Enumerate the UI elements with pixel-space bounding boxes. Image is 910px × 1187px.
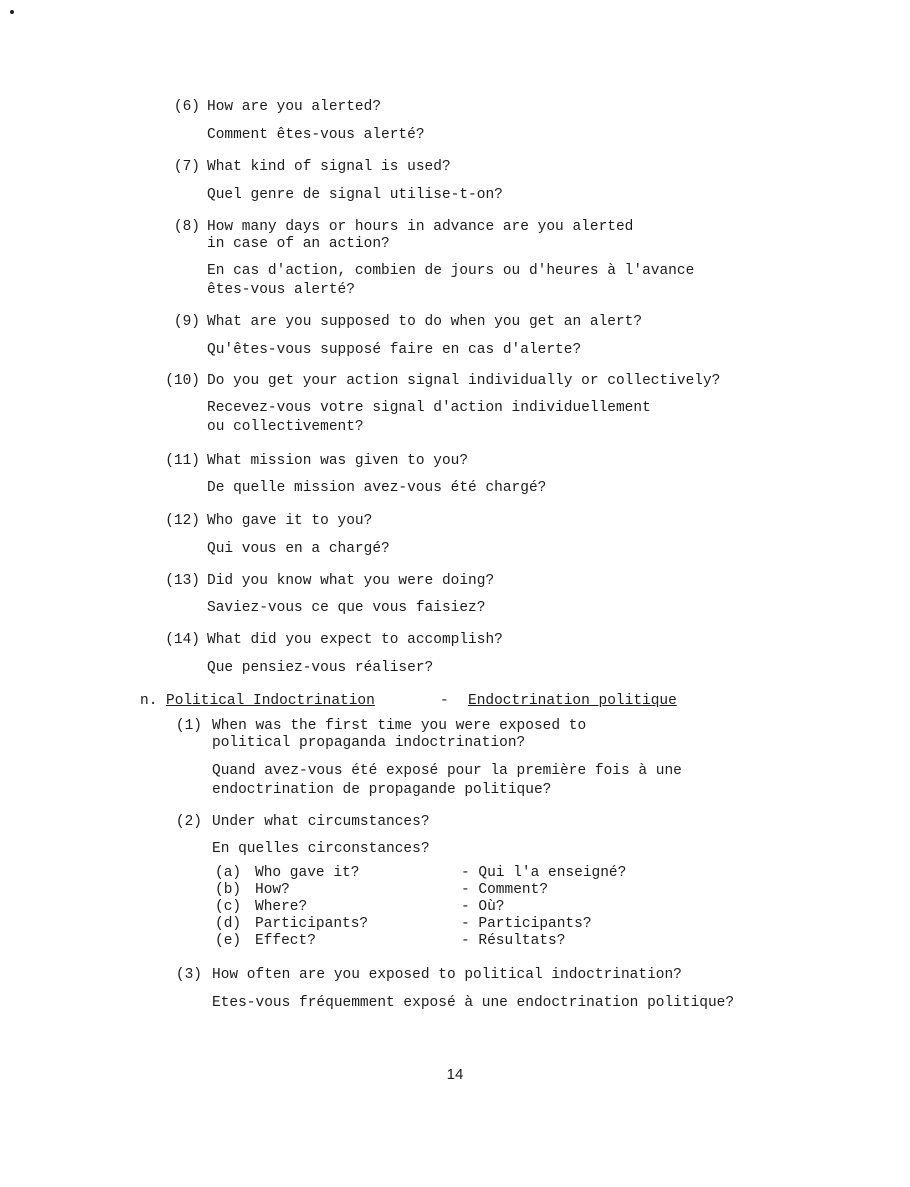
- question-english: What are you supposed to do when you get an alert?: [207, 314, 643, 330]
- question-english: How many days or hours in advance are you alerted in case of an action?: [207, 219, 634, 252]
- sub-question-english: How?: [255, 882, 290, 898]
- sub-question-letter: (d): [215, 916, 242, 932]
- question-number: (9): [173, 314, 200, 330]
- sub-question-english: Participants?: [255, 916, 369, 932]
- sub-question-english: Effect?: [255, 933, 316, 949]
- question-english: How are you alerted?: [207, 99, 382, 115]
- question-number: (10): [165, 373, 200, 389]
- question-number: (7): [173, 159, 200, 175]
- question-english: Who gave it to you?: [207, 513, 373, 529]
- question-french: Que pensiez-vous réaliser?: [207, 660, 434, 676]
- question-english: What mission was given to you?: [207, 453, 469, 469]
- question-number: (13): [165, 573, 200, 589]
- section-title-en: Political Indoctrination: [166, 693, 375, 709]
- question-english: Under what circumstances?: [212, 814, 430, 830]
- section-title-fr: Endoctrination politique: [468, 693, 677, 709]
- question-number: (14): [165, 632, 200, 648]
- question-french: De quelle mission avez-vous été chargé?: [207, 480, 547, 496]
- sub-question-french: - Comment?: [461, 882, 549, 898]
- question-french: Etes-vous fréquemment exposé à une endoctrination politique?: [212, 995, 735, 1011]
- margin-dot: [10, 10, 14, 14]
- sub-question-row: [215, 899, 665, 916]
- sub-question-letter: (b): [215, 882, 242, 898]
- sub-question-row: [215, 865, 665, 882]
- sub-question-letter: (e): [215, 933, 242, 949]
- question-number: (2): [175, 814, 202, 830]
- question-number: (12): [165, 513, 200, 529]
- question-french: En cas d'action, combien de jours ou d'heures à l'avance êtes-vous alerté?: [207, 263, 695, 298]
- sub-question-row: [215, 916, 665, 933]
- question-english: Did you know what you were doing?: [207, 573, 495, 589]
- sub-question-english: Who gave it?: [255, 865, 360, 881]
- sub-question-list: [215, 865, 665, 950]
- sub-question-letter: (a): [215, 865, 242, 881]
- question-number: (6): [173, 99, 200, 115]
- sub-question-french: - Participants?: [461, 916, 592, 932]
- page-number: 14: [446, 1066, 464, 1083]
- sub-question-row: [215, 882, 665, 899]
- question-number: (3): [175, 967, 202, 983]
- section-dash: -: [440, 693, 449, 709]
- question-french: Qu'êtes-vous supposé faire en cas d'alerte?: [207, 342, 582, 358]
- sub-question-row: [215, 933, 665, 950]
- sub-question-english: Where?: [255, 899, 308, 915]
- section-letter: n.: [140, 693, 158, 709]
- sub-question-french: - Qui l'a enseigné?: [461, 865, 627, 881]
- question-french: Saviez-vous ce que vous faisiez?: [207, 600, 486, 616]
- question-number: (1): [175, 718, 202, 734]
- question-english: How often are you exposed to political indoctrination?: [212, 967, 682, 983]
- question-french: Qui vous en a chargé?: [207, 541, 390, 557]
- question-english: What kind of signal is used?: [207, 159, 451, 175]
- question-number: (11): [165, 453, 200, 469]
- question-french: En quelles circonstances?: [212, 841, 430, 857]
- question-english: When was the first time you were exposed to political propaganda indoctrination?: [212, 718, 587, 751]
- section-heading: [140, 693, 840, 713]
- question-french: Quel genre de signal utilise-t-on?: [207, 187, 503, 203]
- question-french: Recevez-vous votre signal d'action individuellement ou collectivement?: [207, 400, 651, 435]
- question-english: Do you get your action signal individually or collectively?: [207, 373, 721, 389]
- question-french: Comment êtes-vous alerté?: [207, 127, 425, 143]
- sub-question-french: - Où?: [461, 899, 505, 915]
- question-number: (8): [173, 219, 200, 235]
- sub-question-letter: (c): [215, 899, 242, 915]
- sub-question-french: - Résultats?: [461, 933, 566, 949]
- question-english: What did you expect to accomplish?: [207, 632, 503, 648]
- question-french: Quand avez-vous été exposé pour la première fois à une endoctrination de propagande politique?: [212, 763, 682, 798]
